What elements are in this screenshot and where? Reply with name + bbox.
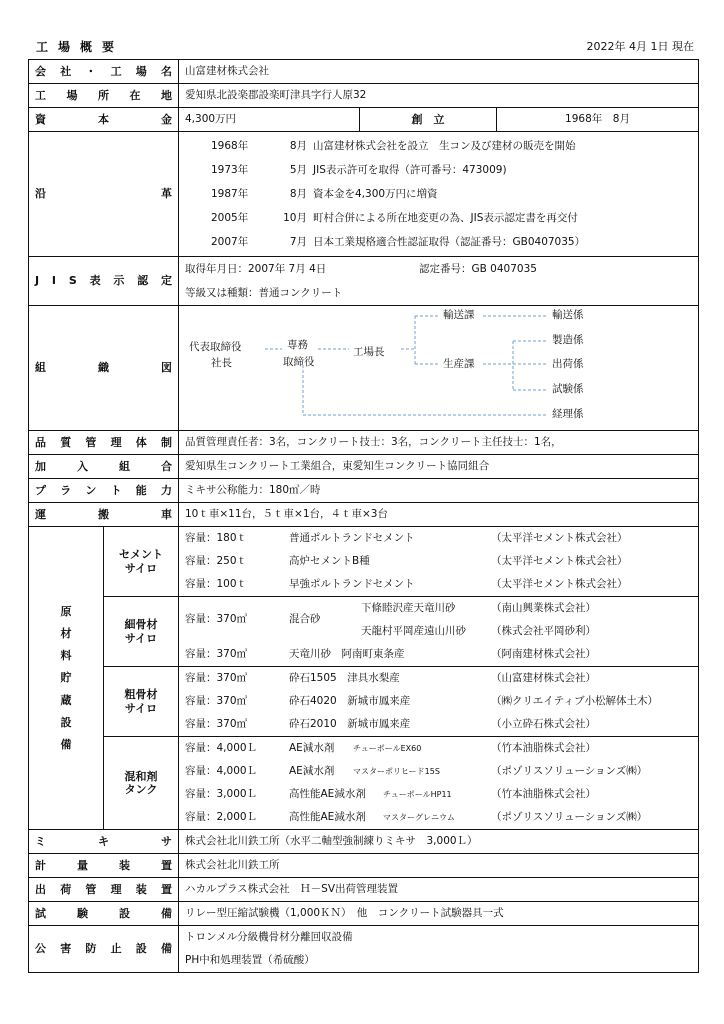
coarse-row [185, 690, 692, 713]
row-transport [29, 503, 699, 527]
coarse-supplier: （㈱クリエイティブ小松解体土木） [491, 695, 658, 707]
testing-label [29, 902, 179, 926]
storage-label [29, 527, 104, 830]
pollution-label [29, 926, 179, 973]
fine-capacity-2: 容量：370㎥ [185, 648, 248, 660]
location-label [29, 84, 179, 108]
label-char: 防 [85, 942, 97, 956]
label-char: 表 [89, 274, 101, 288]
history-text: 資本金を4,300万円に増資 [313, 187, 438, 200]
label-char: 蔵 [60, 693, 72, 707]
label-char: 材 [60, 627, 72, 641]
label-char: 示 [113, 274, 125, 288]
admixture-product: チューポールEX60 [353, 744, 422, 753]
cement-silo-label [104, 527, 179, 597]
label-char: 試 [35, 906, 46, 920]
weighing-label [29, 854, 179, 878]
label-char: 入 [77, 459, 88, 473]
label-char: 革 [161, 187, 172, 201]
admixture-label [104, 737, 179, 830]
cement-row [185, 573, 692, 596]
coarse-source: 砕石1505 津具水梨産 [289, 672, 400, 684]
pollution-line-1: トロンメル分級機骨材分離回収設備 [185, 931, 353, 944]
label-char: 能 [135, 483, 147, 497]
founded-label: 創 立 [360, 108, 497, 132]
label-char: ト [110, 483, 122, 497]
admixture-capacity: 容量：4,000Ｌ [185, 742, 258, 754]
spread-label [35, 859, 172, 872]
shipping-mgmt-value: ハカルプラス株式会社 Ｈ－SV出荷管理装置 [179, 878, 699, 902]
history-text: 町村合併による所在地変更の為、JIS表示認定書を再交付 [313, 211, 578, 224]
history-year: 1968年 [211, 139, 249, 152]
label-char: 出 [35, 882, 46, 896]
label-char: 理 [110, 882, 122, 896]
org-plant-manager: 工場長 [353, 346, 385, 358]
label-char: 金 [161, 112, 172, 126]
org-chart [179, 306, 699, 431]
admixture-type: AE減水剤 [289, 765, 335, 777]
label-char: 管 [85, 435, 97, 449]
jis-line-1 [185, 257, 692, 281]
label-char: 搬 [98, 507, 109, 521]
admixture-capacity: 容量：2,000Ｌ [185, 811, 258, 823]
label-char: 原 [60, 604, 72, 618]
cement-type: 高炉セメントB種 [289, 555, 370, 567]
admixture-label-2: タンク [124, 783, 158, 796]
fine-row-2 [185, 643, 692, 666]
label-char: 料 [60, 649, 72, 663]
fine-supplier-2: （阿南建材株式会社） [491, 648, 596, 660]
coarse-source: 砕石4020 新城市鳳来産 [289, 695, 411, 707]
spread-label [35, 274, 172, 287]
spread-label [35, 113, 172, 126]
admixture-type: 高性能AE減水剤 [289, 811, 366, 823]
spread-label [35, 187, 172, 200]
org-chart-canvas [179, 306, 698, 430]
history-month: 8月 [289, 139, 307, 152]
coarse-label-1: 粗骨材 [124, 688, 158, 702]
org-connectors [179, 306, 697, 430]
plant-capacity-value: ミキサ公称能力：180㎥／時 [179, 479, 699, 503]
history-year: 2007年 [211, 235, 249, 248]
fine-aggregate-grid [185, 597, 692, 666]
org-exec-role: 取締役 [283, 356, 315, 368]
label-char: 験 [77, 906, 88, 920]
quality-value: 品質管理責任者：3名，コンクリート技士：3名，コンクリート主任技士：1名， [179, 431, 699, 455]
label-char: 備 [60, 737, 72, 751]
label-char: 設 [135, 942, 147, 956]
cement-supplier: （太平洋セメント株式会社） [491, 578, 628, 590]
coarse-supplier: （小立砕石株式会社） [491, 718, 596, 730]
spread-label [35, 508, 172, 521]
label-char: 管 [85, 882, 97, 896]
row-plant-capacity [29, 479, 699, 503]
label-char: 制 [160, 435, 172, 449]
label-char: 備 [160, 942, 172, 956]
row-association [29, 455, 699, 479]
page-header [28, 38, 698, 56]
pollution-details [179, 926, 699, 973]
admixture-supplier: （竹本油脂株式会社） [491, 788, 596, 800]
label-char: 体 [135, 435, 147, 449]
label-char: 車 [161, 507, 172, 521]
quality-label [29, 431, 179, 455]
factory-overview-table [28, 59, 699, 973]
cement-row [185, 527, 692, 550]
fine-source-2: 天竜川砂 阿南町東条産 [289, 648, 405, 660]
spread-label [35, 460, 172, 473]
fine-aggregate-label [104, 597, 179, 667]
label-char: 織 [98, 361, 109, 375]
label-char: 理 [110, 435, 122, 449]
vertical-label [35, 605, 97, 751]
row-weighing [29, 854, 699, 878]
row-pollution [29, 926, 699, 973]
label-char: 装 [135, 882, 147, 896]
row-organization [29, 306, 699, 431]
org-ceo-role: 社長 [211, 357, 232, 369]
admixture-capacity: 容量：4,000Ｌ [185, 765, 258, 777]
shipping-mgmt-label [29, 878, 179, 902]
label-char: 名 [160, 64, 172, 78]
history-month: 8月 [289, 187, 307, 200]
association-value: 愛知県生コンクリート工業組合，東愛知生コンクリート協同組合 [179, 455, 699, 479]
history-item [185, 182, 692, 206]
row-capital [29, 108, 699, 132]
label-char: 地 [161, 88, 172, 102]
history-item [185, 230, 692, 254]
label-char: 品 [35, 435, 46, 449]
org-transport-division: 輸送課 [443, 309, 475, 321]
history-text: JIS表示許可を取得（許可番号：473009) [313, 163, 507, 176]
cement-label-2: サイロ [124, 561, 158, 575]
spread-label [35, 484, 172, 497]
admixture-type: AE減水剤 [289, 742, 335, 754]
row-quality [29, 431, 699, 455]
jis-acquired: 取得年月日：2007年 7月 4日 [185, 262, 327, 275]
label-char: 合 [161, 459, 172, 473]
weighing-value: 株式会社北川鉄工所 [179, 854, 699, 878]
admixture-row [185, 783, 692, 806]
fine-mix-label: 混合砂 [289, 613, 321, 625]
row-shipping-mgmt [29, 878, 699, 902]
row-history [29, 132, 699, 257]
admixture-capacity: 容量：3,000Ｌ [185, 788, 258, 800]
fine-mix-row-a [185, 597, 692, 620]
jis-label [29, 257, 179, 306]
label-char: 量 [77, 858, 88, 872]
label-char: 運 [35, 507, 46, 521]
label-char: 装 [119, 858, 130, 872]
cement-label-1: セメント [119, 548, 163, 562]
label-char: 組 [119, 459, 130, 473]
label-char: ラ [60, 483, 72, 497]
label-char: 公 [35, 942, 46, 956]
label-char: 図 [161, 361, 172, 375]
row-testing [29, 902, 699, 926]
capital-label [29, 108, 179, 132]
page-title: 工場概要 [36, 40, 125, 54]
row-jis [29, 257, 699, 306]
cement-supplier: （太平洋セメント株式会社） [491, 532, 628, 544]
label-char: プ [35, 483, 46, 497]
history-month: 10月 [283, 211, 307, 224]
label-char: 場 [66, 88, 78, 102]
history-month: 5月 [289, 163, 307, 176]
label-char: 質 [60, 435, 72, 449]
history-item [185, 206, 692, 230]
label-char: 認 [137, 274, 149, 288]
cement-capacity: 容量：180ｔ [185, 532, 248, 544]
fine-mix-supplier-b: （株式会社平岡砂利） [491, 625, 596, 637]
jis-details [179, 257, 699, 306]
mixer-label [29, 830, 179, 854]
label-char: 工 [110, 64, 122, 78]
org-testing-section: 試験係 [552, 383, 584, 395]
org-accounting-section: 経理係 [552, 408, 584, 420]
label-char: 場 [135, 64, 147, 78]
label-char: 計 [35, 858, 46, 872]
coarse-aggregate-label [104, 667, 179, 737]
org-manufacture-section: 製造係 [552, 334, 584, 346]
org-exec-title: 専務 [287, 339, 308, 351]
history-list [179, 132, 699, 257]
history-year: 2005年 [211, 211, 249, 224]
label-char: ン [85, 483, 97, 497]
plant-capacity-label [29, 479, 179, 503]
label-char: 工 [35, 88, 46, 102]
spread-label [35, 883, 172, 896]
label-char: 資 [35, 112, 46, 126]
coarse-capacity: 容量：370㎥ [185, 695, 248, 707]
jis-cert-no: 認定番号：GB 0407035 [419, 262, 537, 275]
admixture-supplier: （ポゾリスソリューションズ㈱） [491, 765, 648, 777]
admixture-row [185, 737, 692, 760]
label-char: 本 [98, 112, 109, 126]
org-production-division: 生産課 [443, 358, 475, 370]
coarse-source: 砕石2010 新城市鳳来産 [289, 718, 411, 730]
admixture-label-1: 混和剤 [124, 769, 158, 783]
admixture-supplier: （ポゾリスソリューションズ㈱） [491, 811, 648, 823]
spread-label [35, 835, 172, 848]
label-char: 在 [129, 88, 141, 102]
org-ceo-title: 代表取締役 [189, 341, 242, 353]
label-char: J [35, 274, 40, 288]
coarse-label-2: サイロ [124, 701, 158, 715]
history-text: 日本工業規格適合性認証取得（認証番号：GB0407035） [313, 235, 586, 248]
history-month: 7月 [289, 235, 307, 248]
organization-label [29, 306, 179, 431]
fine-mix-source-a: 下條睦沢産天竜川砂 [361, 602, 456, 614]
fine-label-1: 細骨材 [124, 618, 158, 632]
jis-grade: 等級又は種類：普通コンクリート [185, 286, 343, 299]
history-year: 1973年 [211, 163, 249, 176]
label-char: キ [98, 834, 109, 848]
label-char: 備 [161, 906, 172, 920]
row-company [29, 60, 699, 84]
history-item [185, 134, 692, 158]
label-char: 荷 [60, 882, 72, 896]
label-char: S [68, 274, 77, 288]
company-label [29, 60, 179, 84]
label-char: サ [161, 834, 172, 848]
row-location [29, 84, 699, 108]
spread-label [35, 89, 172, 102]
coarse-supplier: （山富建材株式会社） [491, 672, 596, 684]
label-char: 社 [60, 64, 72, 78]
cement-row [185, 550, 692, 573]
row-cement-silo [29, 527, 699, 597]
admixture-details [179, 737, 699, 830]
label-char: 設 [60, 715, 72, 729]
label-char: 設 [119, 906, 130, 920]
history-year: 1987年 [211, 187, 249, 200]
cement-silo-details [179, 527, 699, 597]
label-char: I [51, 274, 56, 288]
admixture-row [185, 806, 692, 829]
admixture-supplier: （竹本油脂株式会社） [491, 742, 596, 754]
label-char: 所 [98, 88, 109, 102]
fine-mix-source-b: 天龍村平岡産遠山川砂 [361, 625, 466, 637]
admixture-row [185, 760, 692, 783]
transport-label [29, 503, 179, 527]
cement-capacity: 容量：250ｔ [185, 555, 248, 567]
admixture-type: 高性能AE減水剤 [289, 788, 366, 800]
fine-capacity-1: 容量：370㎥ [185, 613, 248, 625]
cement-supplier: （太平洋セメント株式会社） [491, 555, 628, 567]
history-label [29, 132, 179, 257]
company-value: 山富建材株式会社 [179, 60, 699, 84]
coarse-row [185, 667, 692, 690]
admixture-product: マスターポリヒード15S [353, 767, 440, 776]
coarse-row [185, 713, 692, 736]
as-of-date: 2022年 4月 1日 現在 [586, 40, 694, 53]
label-char: 置 [161, 858, 172, 872]
label-char: 定 [161, 274, 172, 288]
label-char: 加 [35, 459, 46, 473]
location-value: 愛知県北設楽郡設楽町津具字行人原32 [179, 84, 699, 108]
spread-label [35, 436, 172, 449]
association-label [29, 455, 179, 479]
spread-label [35, 907, 172, 920]
coarse-aggregate-details [179, 667, 699, 737]
mixer-value: 株式会社北川鉄工所（水平二軸型強制練りミキサ 3,000Ｌ） [179, 830, 699, 854]
row-mixer [29, 830, 699, 854]
pollution-line-2: PH中和処理装置（希硫酸） [185, 954, 315, 967]
transport-value: 10ｔ車×11台，５ｔ車×1台，４ｔ車×3台 [179, 503, 699, 527]
spread-label [35, 65, 172, 78]
org-transport-section: 輸送係 [552, 309, 584, 321]
label-char: 組 [35, 361, 46, 375]
spread-label [35, 361, 172, 374]
spread-label [35, 942, 172, 955]
admixture-product: チューポールHP11 [383, 790, 452, 799]
coarse-capacity: 容量：370㎥ [185, 718, 248, 730]
label-char: 会 [35, 64, 46, 78]
row-fine-aggregate-silo [29, 597, 699, 667]
label-char: 止 [110, 942, 122, 956]
row-admixture-tank [29, 737, 699, 830]
label-char: 害 [60, 942, 72, 956]
coarse-capacity: 容量：370㎥ [185, 672, 248, 684]
fine-mix-row-b [185, 620, 692, 643]
label-char: 沿 [35, 187, 46, 201]
cement-type: 普通ポルトランドセメント [289, 532, 415, 544]
testing-value: リレー型圧縮試験機（1,000ＫＮ） 他 コンクリート試験器具一式 [179, 902, 699, 926]
fine-mix-supplier-a: （南山興業株式会社） [491, 602, 596, 614]
org-shipping-section: 出荷係 [552, 358, 584, 370]
fine-aggregate-details [179, 597, 699, 667]
fine-label-2: サイロ [124, 631, 158, 645]
label-char: ・ [85, 64, 97, 78]
history-item [185, 158, 692, 182]
cement-type: 早強ポルトランドセメント [289, 578, 415, 590]
row-coarse-aggregate-silo [29, 667, 699, 737]
label-char: ミ [35, 834, 46, 848]
founded-value: 1968年 8月 [497, 108, 699, 132]
label-char: 置 [160, 882, 172, 896]
label-char: 力 [160, 483, 172, 497]
capital-value: 4,300万円 [179, 108, 360, 132]
history-text: 山富建材株式会社を設立 生コン及び建材の販売を開始 [313, 139, 576, 152]
admixture-product: マスターグレニウム [383, 813, 455, 822]
cement-capacity: 容量：100ｔ [185, 578, 248, 590]
label-char: 貯 [60, 671, 72, 685]
